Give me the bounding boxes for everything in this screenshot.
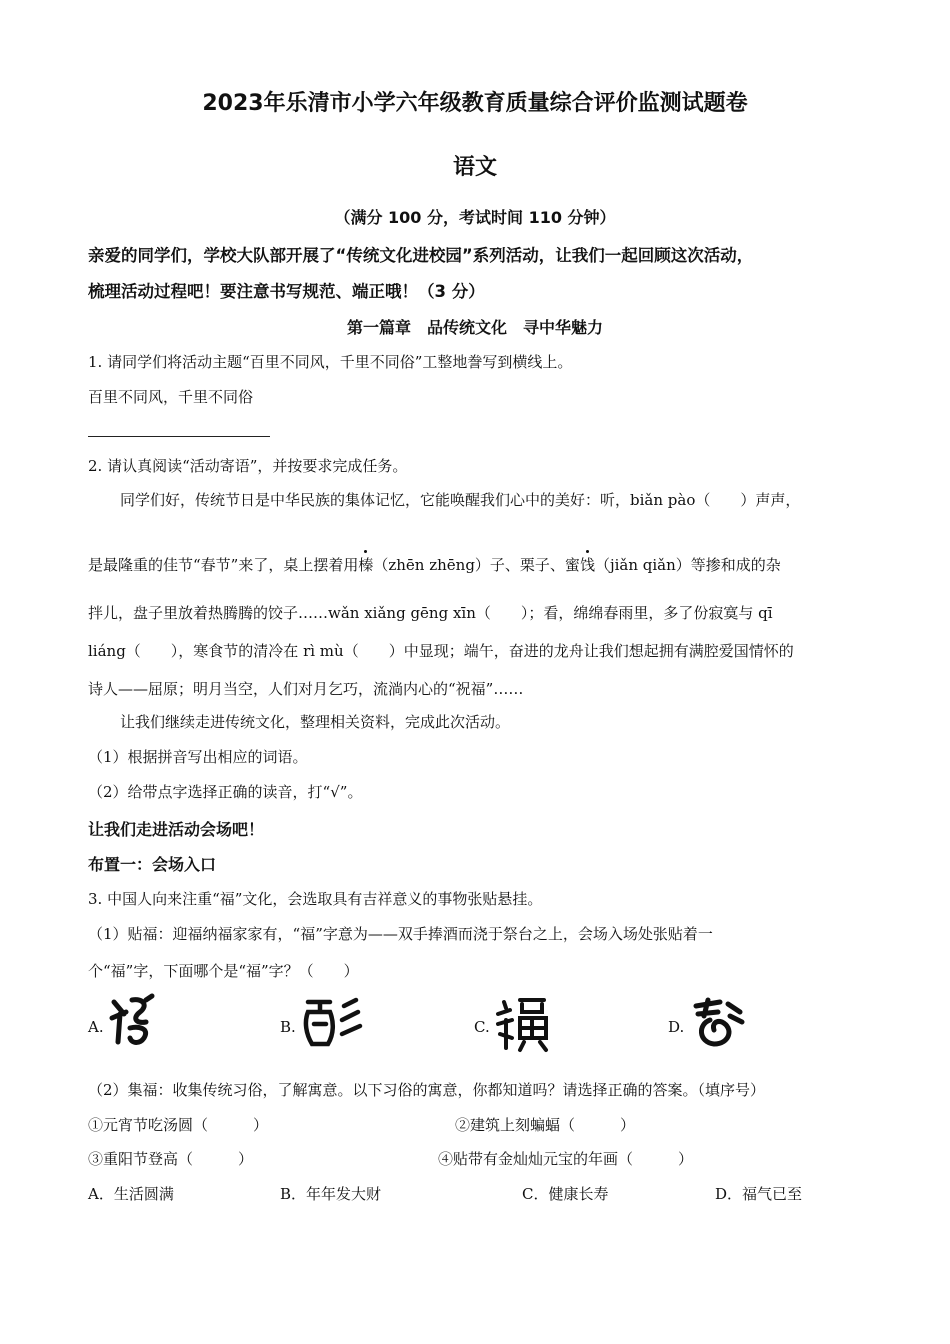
answer-option-a: A．生活圆满 [88, 1185, 174, 1203]
q2-paragraph-line-6: 让我们继续走进传统文化，整理相关资料，完成此次活动。 [120, 713, 511, 731]
intro-line-2: 梳理活动过程吧！要注意书写规范、端正哦！（3 分） [88, 282, 485, 301]
option-a-label[interactable]: A. [88, 1018, 104, 1036]
seal-glyph-d-icon [690, 994, 746, 1052]
dotted-char-zhen: 榛 [358, 556, 374, 574]
custom-4[interactable]: ④贴带有金灿灿元宝的年画（ ） [438, 1150, 694, 1168]
seal-glyph-b-icon [300, 994, 370, 1054]
q3-sub-1-line-2: 个“福”字，下面哪个是“福”字？（ ） [88, 962, 359, 980]
seal-glyph-c-icon [494, 994, 554, 1054]
q2-paragraph-line-4: liáng（ ），寒食节的清冷在 rì mù（ ）中显现；端午，奋进的龙舟让我们想起拥有满腔爱国情怀的 [88, 642, 794, 660]
custom-1[interactable]: ①元宵节吃汤圆（ ） [88, 1116, 269, 1134]
q2-prompt: 2. 请认真阅读“活动寄语”，并按要求完成任务。 [88, 457, 408, 475]
q2-line-2-part-b: （zhēn zhēng）子、栗子、蜜 [373, 556, 580, 574]
score-info: （满分 100 分，考试时间 110 分钟） [334, 208, 616, 227]
chapter-heading: 第一篇章 品传统文化 寻中华魅力 [346, 318, 603, 337]
q3-sub-2: （2）集福：收集传统习俗，了解寓意。以下习俗的寓意，你都知道吗？请选择正确的答案。（填序号） [88, 1081, 766, 1099]
option-c-label[interactable]: C. [474, 1018, 490, 1036]
q2-line-2-part-a: 是最隆重的佳节“春节”来了，桌上摆着用 [88, 556, 359, 574]
q1-prompt: 1. 请同学们将活动主题“百里不同风，千里不同俗”工整地誊写到横线上。 [88, 353, 573, 371]
answer-option-d: D．福气已至 [715, 1185, 803, 1203]
subject-title: 语文 [452, 155, 497, 180]
dotted-char-jian: 饯 [579, 556, 595, 574]
q2-sub-2: （2）给带点字选择正确的读音，打“√”。 [88, 783, 363, 801]
option-d-label[interactable]: D. [668, 1018, 685, 1036]
q2-sub-1: （1）根据拼音写出相应的词语。 [88, 748, 308, 766]
q1-answer-line[interactable] [88, 436, 270, 437]
q2-paragraph-line-3: 拌儿，盘子里放着热腾腾的饺子……wǎn xiǎng gēng xīn（ ）；看，绵绵春雨里，多了份寂寞与 qī [88, 604, 773, 622]
custom-2[interactable]: ②建筑上刻蝙蝠（ ） [455, 1116, 636, 1134]
q3-prompt: 3. 中国人向来注重“福”文化，会选取具有吉祥意义的事物张贴悬挂。 [88, 890, 543, 908]
intro-line-1: 亲爱的同学们，学校大队部开展了“传统文化进校园”系列活动，让我们一起回顾这次活动， [88, 246, 754, 265]
q2-paragraph-line-2 [88, 554, 781, 575]
section-enter-venue: 让我们走进活动会场吧！ [88, 820, 265, 839]
q1-text: 百里不同风，千里不同俗 [88, 388, 254, 406]
q3-sub-1-line-1: （1）贴福：迎福纳福家家有，“福”字意为——双手捧酒而浇于祭台之上，会场入场处张贴着一 [88, 925, 713, 943]
exam-title: 2023年乐清市小学六年级教育质量综合评价监测试题卷 [202, 91, 748, 116]
custom-3[interactable]: ③重阳节登高（ ） [88, 1150, 254, 1168]
q2-line-2-part-c: （jiǎn qiǎn）等掺和成的杂 [594, 556, 781, 574]
seal-glyph-a-icon [106, 992, 158, 1052]
section-layout-1: 布置一：会场入口 [88, 855, 217, 874]
q2-paragraph-line-1: 同学们好，传统节日是中华民族的集体记忆，它能唤醒我们心中的美好：听，biǎn pào（ ）声声， [120, 491, 801, 509]
answer-option-c: C．健康长寿 [522, 1185, 609, 1203]
q2-paragraph-line-5: 诗人——屈原；明月当空，人们对月乞巧，流淌内心的“祝福”…… [88, 680, 524, 698]
answer-option-b: B．年年发大财 [280, 1185, 382, 1203]
option-b-label[interactable]: B. [280, 1018, 296, 1036]
